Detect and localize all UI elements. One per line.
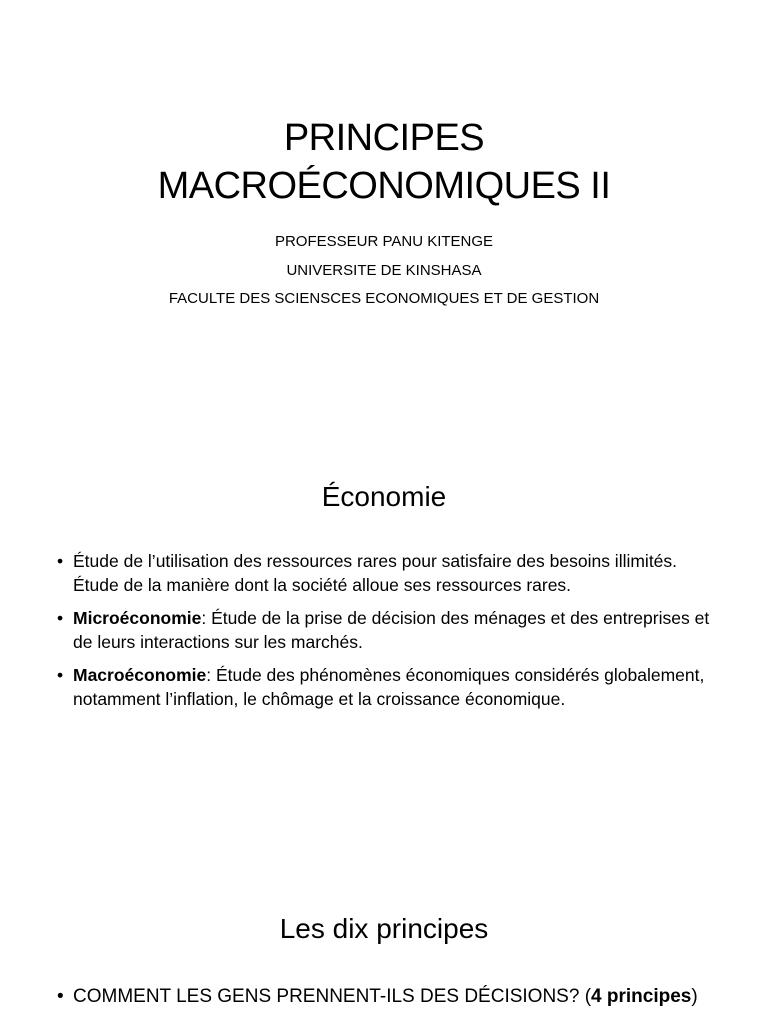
list-item (57, 549, 717, 597)
bullet-text: Étude de l’utilisation des ressources rares pour satisfaire des besoins illimités. Étude de la manière dont la société alloue ses ressources rares. (73, 551, 678, 595)
title-line-1: PRINCIPES (283, 117, 485, 159)
bullet-icon: • (57, 608, 64, 628)
slide-heading: Les dix principes (279, 913, 489, 944)
slide-heading: Économie (321, 481, 447, 512)
list-item (57, 984, 717, 1010)
subtitle-university: UNIVERSITE DE KINSHASA (286, 261, 482, 279)
bullet-list (57, 549, 717, 720)
title-line-2: MACROÉCONOMIQUES II (157, 165, 611, 207)
bullet-tail: ) (691, 986, 698, 1007)
bullet-text: : Étude de la prise de décision des ménages et des entreprises et de leurs interactions sur les marchés. (73, 608, 710, 652)
bullet-icon: • (57, 551, 64, 571)
bullet-icon: • (57, 986, 64, 1007)
presentation-title (0, 114, 768, 210)
bullet-icon: • (57, 665, 64, 685)
presentation-subtitle (0, 228, 768, 314)
list-item (57, 663, 717, 711)
bullet-text: : Étude des phénomènes économiques considérés globalement, notamment l’inflation, le chômage et la croissance économique. (73, 665, 705, 709)
bullet-term: 4 principes (591, 986, 692, 1007)
bullet-text: COMMENT LES GENS PRENNENT-ILS DES DÉCISIONS? ( (73, 986, 592, 1007)
list-item (57, 606, 717, 654)
slide-dix-principes (0, 864, 768, 1024)
bullet-term: Macroéconomie (73, 665, 207, 685)
subtitle-faculty: FACULTE DES SCIENSCES ECONOMIQUES ET DE GESTION (168, 290, 600, 307)
bullet-list (57, 984, 717, 1019)
slide-title (0, 0, 768, 432)
subtitle-professor: PROFESSEUR PANU KITENGE (274, 233, 494, 250)
slide-economie (0, 432, 768, 864)
bullet-term: Microéconomie (73, 608, 202, 628)
